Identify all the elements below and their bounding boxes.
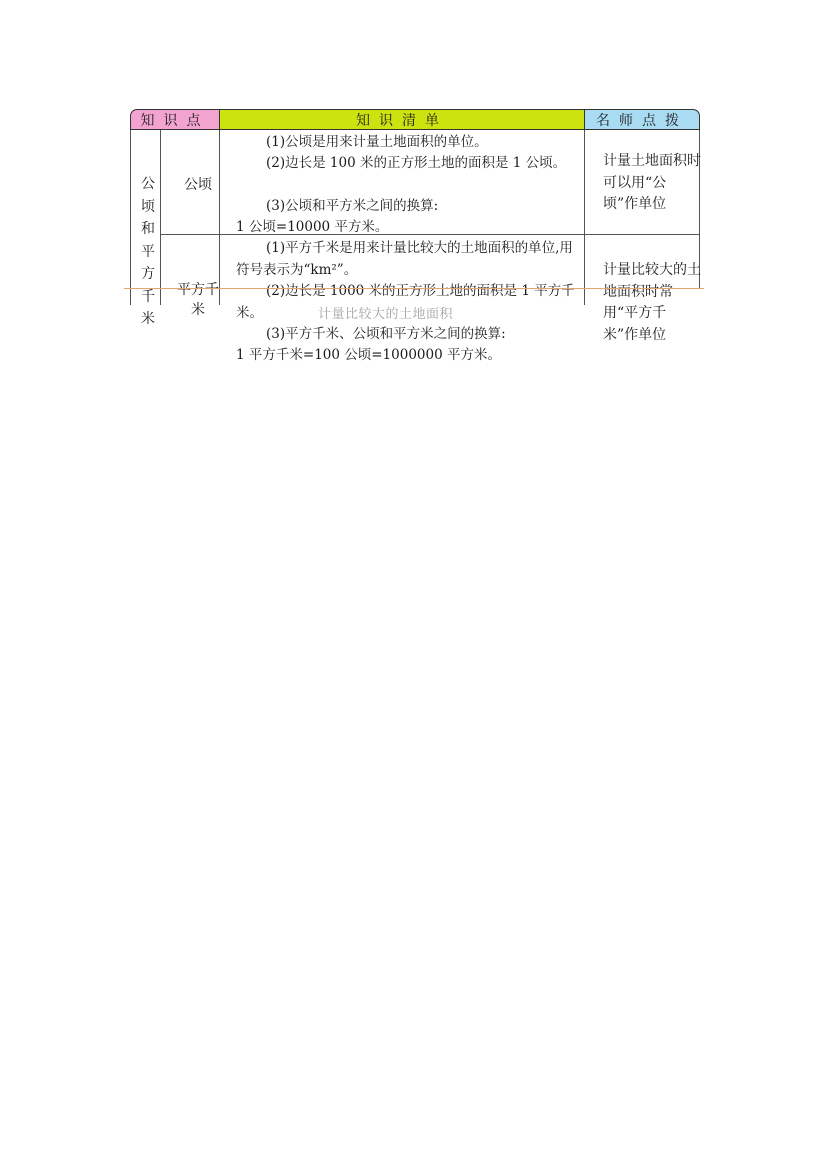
table-divider bbox=[219, 130, 220, 305]
tip-square-km: 计量比较大的土地面积时常用“平方千米”作单位 bbox=[603, 262, 701, 343]
sqkm-line-3: (3)平方千米、公顷和平方米之间的换算: bbox=[266, 326, 506, 342]
bleed-through-text: 计量比较大的土地面积 bbox=[318, 307, 454, 322]
hectare-line-2: (2)边长是 100 米的正方形土地的面积是 1 公顷。 bbox=[266, 155, 567, 171]
fold-line bbox=[124, 288, 704, 289]
row-name-square-km: 平方千米 bbox=[177, 282, 219, 318]
header-knowledge-list: 知识清单 bbox=[219, 109, 585, 130]
hectare-line-1: (1)公顷是用来计量土地面积的单位。 bbox=[266, 134, 488, 150]
sqkm-line-2: (2)边长是 1000 米的正方形土地的面积是 1 平方千米。 bbox=[236, 283, 575, 321]
section-title: 公顷和平方千米 bbox=[141, 176, 155, 327]
hectare-line-3: (3)公顷和平方米之间的换算: bbox=[266, 198, 439, 214]
header-teacher-tips: 名师点拨 bbox=[584, 109, 700, 130]
hectare-line-4: 1 公顷=10000 平方米。 bbox=[236, 219, 389, 235]
tip-hectare: 计量土地面积时可以用“公顷”作单位 bbox=[603, 153, 701, 212]
sqkm-line-1: (1)平方千米是用来计量比较大的土地面积的单位,用符号表示为“km²”。 bbox=[236, 240, 573, 278]
sqkm-line-4: 1 平方千米=100 公顷=1000000 平方米。 bbox=[236, 347, 501, 363]
table-divider bbox=[160, 130, 161, 305]
header-knowledge-point: 知识点 bbox=[130, 109, 220, 130]
row-name-hectare: 公顷 bbox=[184, 177, 212, 193]
table-border-left bbox=[130, 130, 131, 305]
